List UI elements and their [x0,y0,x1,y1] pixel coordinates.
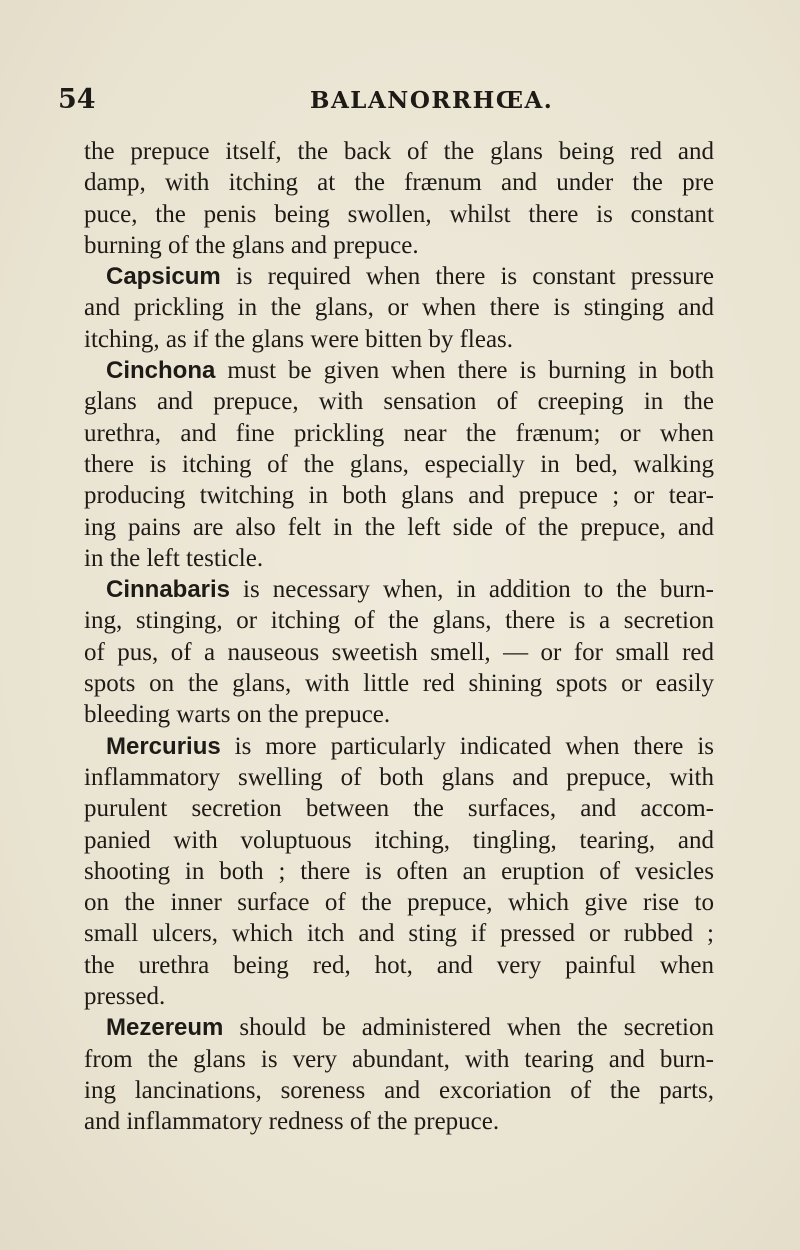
remedy-name: Mezereum [106,1014,224,1042]
text-line: inflammatory swelling of both glans and prepuce, with [84,763,714,791]
text-line: from the glans is very abundant, with tearing and burn- [84,1045,714,1073]
body-text [84,136,714,1138]
text-line: glans and prepuce, with sensation of creeping in the [84,388,714,416]
text-line: and prickling in the glans, or when there is stinging and [84,294,714,322]
text-line: on the inner surface of the prepuce, which give rise to [84,889,714,917]
text-line: of pus, of a nauseous sweetish smell, — or for small red [84,638,714,666]
remedy-name: Mercurius [106,732,221,760]
text-line: itching, as if the glans were bitten by fleas. [84,325,514,353]
paragraph-capsicum: Capsicum is required when there is constant pressure [106,263,714,291]
text-line: shooting in both ; there is often an eruption of vesicles [84,857,714,885]
text-line: bleeding warts on the prepuce. [84,701,391,729]
paragraph-mezereum: Mezereum should be administered when the secretion [106,1014,714,1042]
page-number: 54 [58,84,96,115]
remedy-name: Capsicum [106,263,221,291]
page-header [58,84,718,124]
text-line: pressed. [84,983,166,1011]
paragraph-mercurius: Mercurius is more particularly indicated when there is [106,732,714,760]
text-line: damp, with itching at the frænum and under the pre [84,169,714,197]
text-line: purulent secretion between the surfaces, and accom- [84,795,714,823]
text-line: the urethra being red, hot, and very painful when [84,951,714,979]
text-line: urethra, and fine prickling near the frænum; or when [84,419,714,447]
text-line: panied with voluptuous itching, tingling, tearing, and [84,826,714,854]
text-line: small ulcers, which itch and sting if pressed or rubbed ; [84,920,714,948]
text-line: spots on the glans, with little red shining spots or easily [84,670,714,698]
paragraph-cinchona: Cinchona must be given when there is burning in both [106,357,714,385]
text-line: producing twitching in both glans and prepuce ; or tear- [84,482,714,510]
text-line: there is itching of the glans, especially in bed, walking [84,450,714,478]
remedy-name: Cinchona [106,357,216,385]
text-line: ing pains are also felt in the left side of the prepuce, and [84,513,714,541]
text-line: burning of the glans and prepuce. [84,231,419,259]
paragraph-cinnabaris: Cinnabaris is necessary when, in addition to the burn- [106,576,714,604]
text-line: ing lancinations, soreness and excoriation of the parts, [84,1076,714,1104]
text-line: and inflammatory redness of the prepuce. [84,1108,500,1136]
remedy-name: Cinnabaris [106,576,231,604]
running-head: BALANORRHŒA. [310,87,554,114]
text-line: puce, the penis being swollen, whilst there is constant [84,200,714,228]
text-line: in the left testicle. [84,544,264,572]
text-line: ing, stinging, or itching of the glans, there is a secretion [84,607,714,635]
text-line: the prepuce itself, the back of the glans being red and [84,138,714,165]
